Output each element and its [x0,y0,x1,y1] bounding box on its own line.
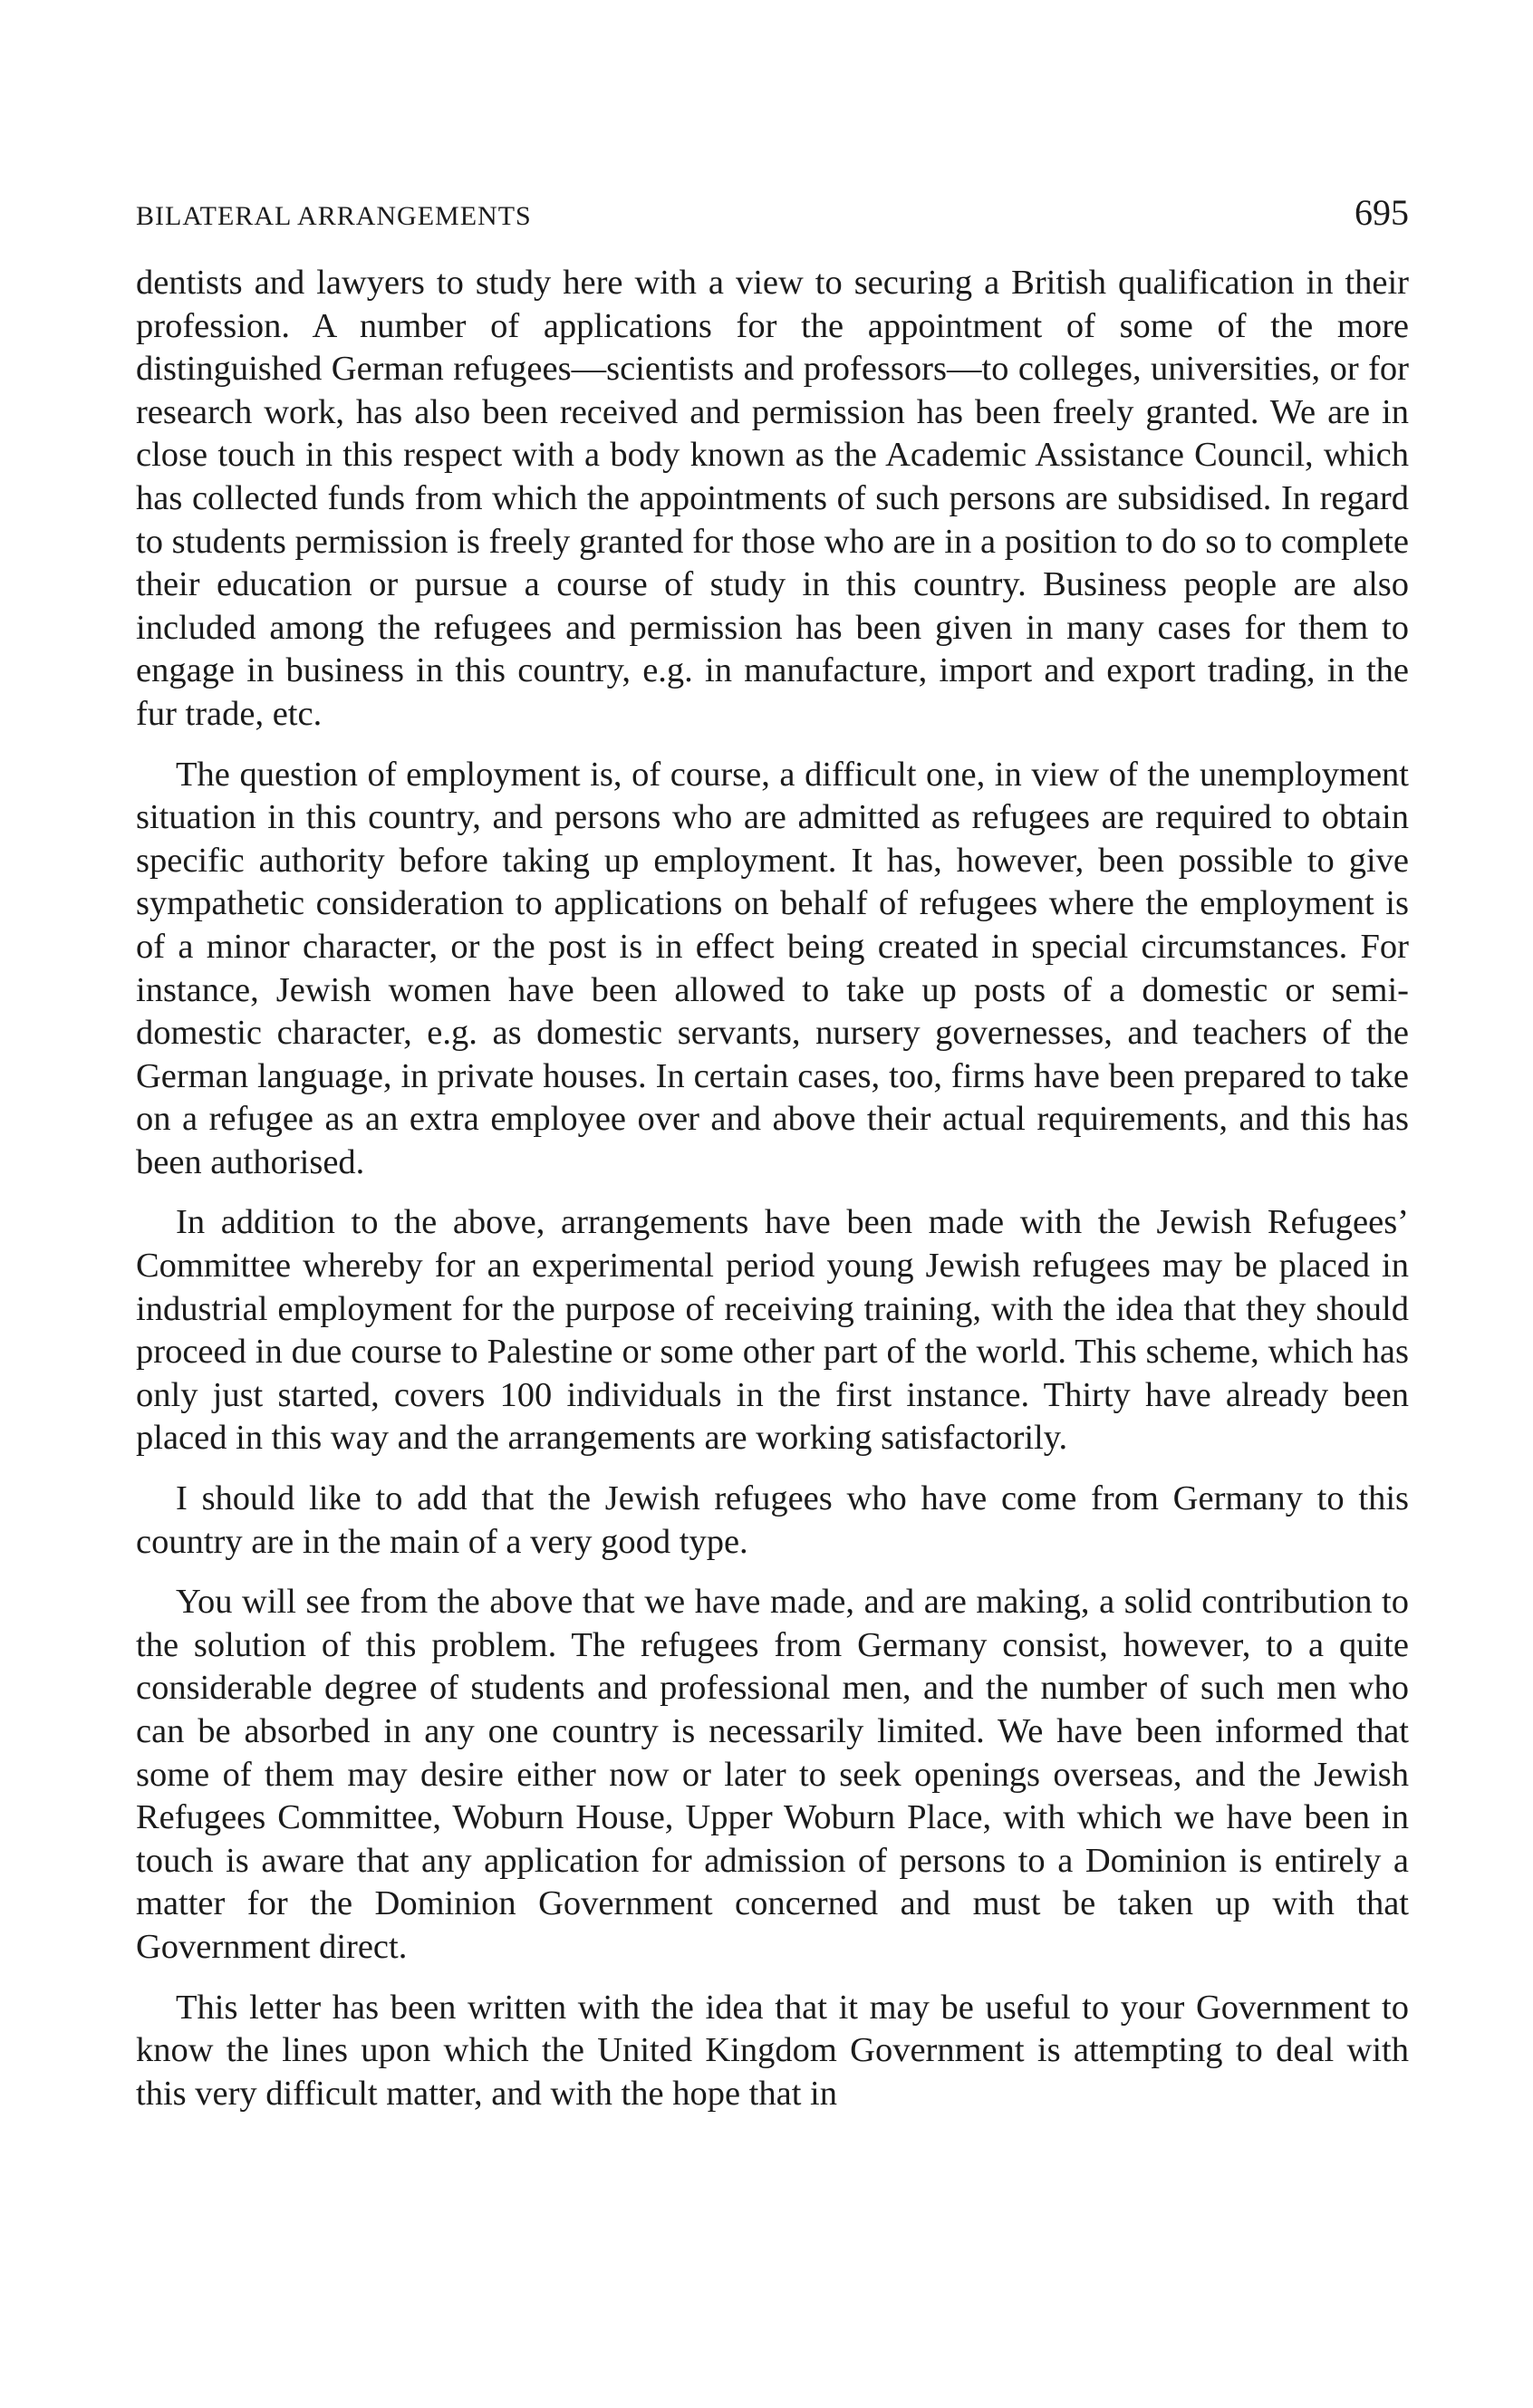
paragraph-continuation: dentists and lawyers to study here with a view to securing a British qualification in their profession. A number of applications for the appointment of some of the more distinguished German refugees—scientists and professors—to colleges, universities, or for research work, has also been received and permission has been freely granted. We are in close touch in this respect with a body known as the Academic Assistance Council, which has collected funds from which the appointments of such persons are subsidised. In regard to students permission is freely granted for those who are in a position to do so to complete their education or pursue a course of study in this country. Business people are also included among the refugees and permission has been given in many cases for them to engage in business in this country, e.g. in manufacture, import and export trading, in the fur trade, etc. [136,264,1409,733]
paragraph-training-scheme: In addition to the above, arrangements have been made with the Jewish Refugees’ Committee whereby for an experimental period young Jewish refugees may be placed in industrial employment for the purpose of receiving training, with the idea that they should proceed in due course to Palestine or some other part of the world. This scheme, which has only just started, covers 100 individuals in the first instance. Thirty have already been placed in this way and the arrangements are working satisfactorily. [136,1203,1409,1458]
paragraph-employment: The question of employment is, of course, a difficult one, in view of the unemployment situation in this country, and persons who are admitted as refugees are required to obtain specific authority before taking up employment. It has, however, been possible to give sympathetic consideration to applications on behalf of refugees where the employment is of a minor character, or the post is in effect being created in special circumstances. For instance, Jewish women have been allowed to take up posts of a domestic or semi-domestic character, e.g. as domestic servants, nursery governesses, and teachers of the German language, in private houses. In certain cases, too, firms have been prepared to take on a refugee as an extra employee over and above their actual requirements, and this has been authorised. [136,755,1409,1181]
paragraph-refugee-type: I should like to add that the Jewish refugees who have come from Germany to this country are in the main of a very good type. [136,1479,1409,1561]
running-title: BILATERAL ARRANGEMENTS [136,201,532,231]
running-header [136,192,1409,246]
page-number: 695 [1355,192,1409,233]
body-text [136,262,1409,2115]
paragraph-letter-purpose: This letter has been written with the idea that it may be useful to your Government to know the lines upon which the United Kingdom Government is attempting to deal with this very difficult matter, and with the hope that in [136,1988,1409,2113]
document-page [136,192,1409,2133]
paragraph-contribution: You will see from the above that we have made, and are making, a solid contribution to the solution of this problem. The refugees from Germany consist, however, to a quite considerable degree of students and professional men, and the number of such men who can be absorbed in any one country is necessarily limited. We have been informed that some of them may desire either now or later to seek openings overseas, and the Jewish Refugees Committee, Woburn House, Upper Woburn Place, with which we have been in touch is aware that any application for admission of persons to a Dominion is entirely a matter for the Dominion Government concerned and must be taken up with that Government direct. [136,1583,1409,1966]
